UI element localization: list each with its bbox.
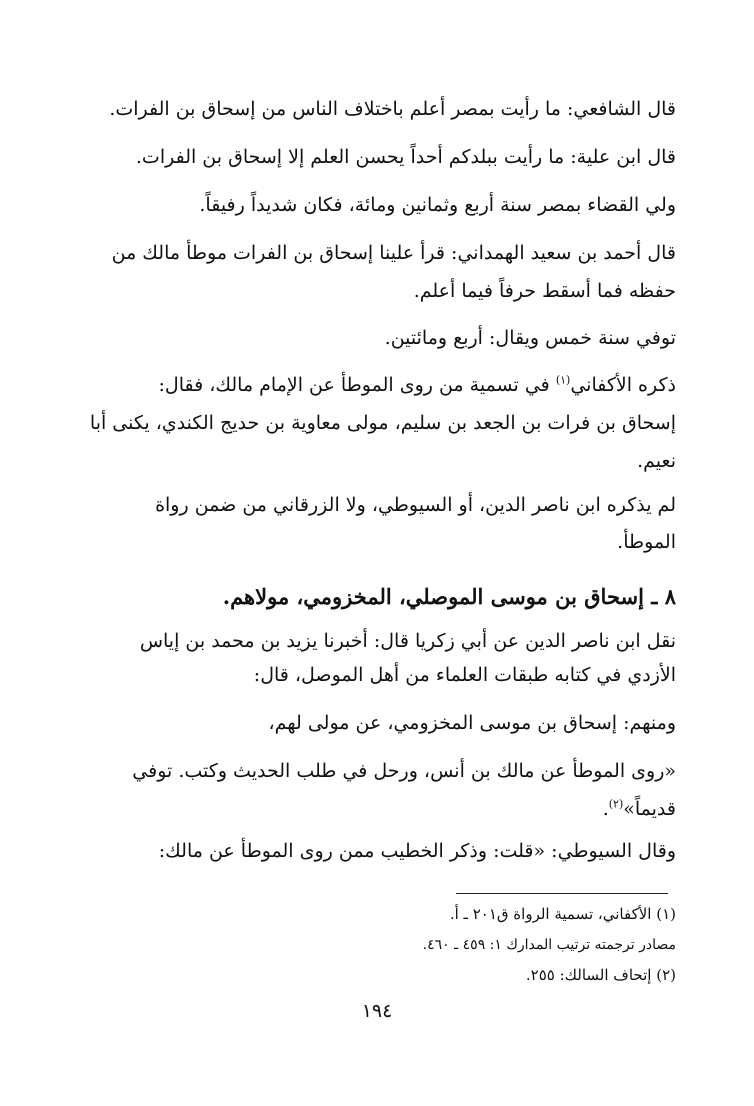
text-line: لم يذكره ابن ناصر الدين، أو السيوطي، ولا الزرقاني من ضمن رواة bbox=[155, 494, 676, 516]
footnote-divider bbox=[456, 893, 668, 894]
text-line: نعيم. bbox=[637, 450, 676, 472]
text-line: حفظه فما أسقط حرفاً فيما أعلم. bbox=[413, 280, 676, 302]
page-number: ١٩٤ bbox=[361, 1000, 393, 1022]
text-line: ولي القضاء بمصر سنة أربع وثمانين ومائة، فكان شديداً رفيقاً. bbox=[199, 194, 676, 216]
text-line: الأزدي في كتابه طبقات العلماء من أهل الموصل، قال: bbox=[253, 664, 676, 686]
text-line-with-footnote bbox=[159, 372, 677, 398]
text-segment: قديماً» bbox=[623, 798, 676, 820]
text-segment: . bbox=[602, 798, 609, 820]
text-line: ومنهم: إسحاق بن موسى المخزومي، عن مولى لهم، bbox=[268, 712, 676, 734]
footnote: (٢) إتحاف السالك: ٢٥٥. bbox=[525, 966, 676, 984]
text-line: وقال السيوطي: «قلت: وذكر الخطيب ممن روى الموطأ عن مالك: bbox=[158, 840, 676, 862]
text-line-with-footnote bbox=[603, 796, 676, 822]
footnote-marker: (٢) bbox=[608, 797, 624, 811]
text-segment: ذكره الأكفاني bbox=[570, 374, 676, 396]
text-line: قال الشافعي: ما رأيت بمصر أعلم باختلاف الناس من إسحاق بن الفرات. bbox=[109, 98, 676, 120]
text-line: الموطأ. bbox=[617, 531, 676, 553]
footnote: مصادر ترجمته ترتيب المدارك ١: ٤٥٩ ـ ٤٦٠. bbox=[422, 937, 676, 953]
text-segment: في تسمية من روى الموطأ عن الإمام مالك، فقال: bbox=[158, 374, 550, 396]
text-line: إسحاق بن فرات بن الجعد بن سليم، مولى معاوية بن حديج الكندي، يكنى أبا bbox=[89, 412, 676, 434]
text-line: «روى الموطأ عن مالك بن أنس، ورحل في طلب الحديث وكتب. توفي bbox=[132, 760, 676, 782]
footnote: (١) الأكفاني، تسمية الرواة ق٢٠١ ـ أ. bbox=[449, 905, 676, 923]
text-line: توفي سنة خمس ويقال: أربع ومائتين. bbox=[384, 327, 676, 349]
text-line: قال أحمد بن سعيد الهمداني: قرأ علينا إسحاق بن الفرات موطأ مالك من bbox=[111, 242, 676, 264]
section-heading: ٨ ـ إسحاق بن موسى الموصلي، المخزومي، مولاهم. bbox=[222, 584, 676, 609]
footnote-marker: (١) bbox=[555, 373, 571, 387]
text-line: نقل ابن ناصر الدين عن أبي زكريا قال: أخبرنا يزيد بن محمد بن إياس bbox=[139, 630, 676, 652]
text-line: قال ابن علية: ما رأيت ببلدكم أحداً يحسن العلم إلا إسحاق بن الفرات. bbox=[135, 146, 676, 168]
